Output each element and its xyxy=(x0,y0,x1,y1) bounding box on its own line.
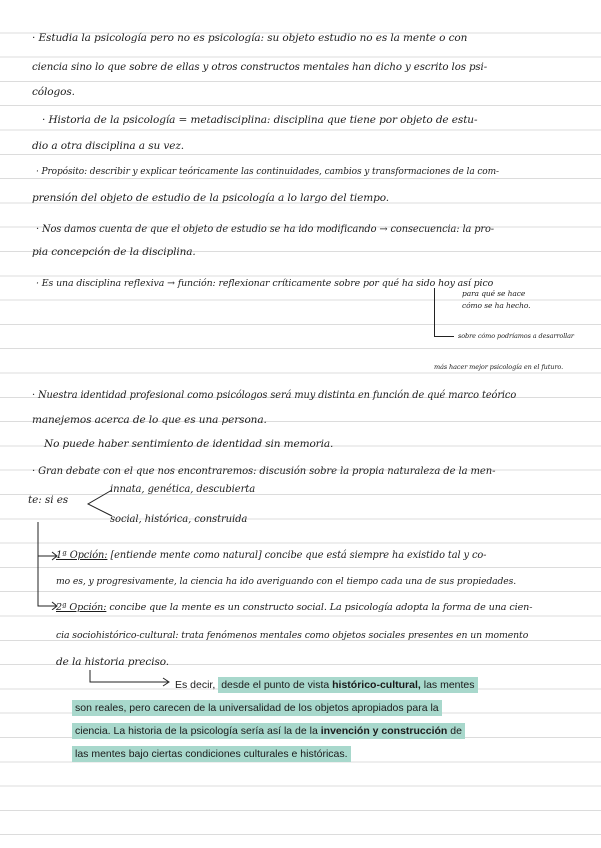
note-line-10: · Es una disciplina reflexiva → función: reflexionar críticamente sobre por qué ha sido hoy así pico xyxy=(36,278,494,289)
option-2-cont: cia sociohistórico-cultural: trata fenómenos mentales como objetos sociales presentes en un momento xyxy=(56,630,529,641)
note-line-6: · Propósito: describir y explicar teóricamente las continuidades, cambios y transformaciones de la com- xyxy=(36,167,499,177)
side-note-3: sobre cómo podríamos a desarrollar xyxy=(458,332,574,340)
option-1-cont: mo es, y progresivamente, la ciencia ha ido averiguando con el tiempo cada una de sus propiedades. xyxy=(56,576,517,587)
option-2-cont-2: de la historia preciso. xyxy=(56,656,170,668)
printed-line-1 xyxy=(175,675,478,696)
printed-line-2 xyxy=(72,698,442,719)
option-2 xyxy=(56,596,532,620)
printed-2-highlight: son reales, pero carecen de la universalidad de los objetos apropiados para la xyxy=(72,700,442,716)
bracket-vertical xyxy=(434,288,435,336)
printed-line-3 xyxy=(72,721,465,742)
printed-1-highlight: desde el punto de vista histórico-cultural, las mentes xyxy=(218,677,477,693)
side-arrow xyxy=(434,336,454,337)
side-note-2: cómo se ha hecho. xyxy=(462,301,531,310)
branch-social: social, histórica, construida xyxy=(110,514,248,525)
printed-1a: Es decir, xyxy=(175,679,216,691)
note-line-9: pia concepción de la disciplina. xyxy=(32,246,196,258)
note-line-5: dio a otra disciplina a su vez. xyxy=(32,140,185,152)
note-line-3: cólogos. xyxy=(32,86,75,98)
note-line-11: · Nuestra identidad profesional como psicólogos será muy distinta en función de qué marco teórico xyxy=(32,390,517,401)
note-line-14: · Gran debate con el que nos encontraremos: discusión sobre la propia naturaleza de la men- xyxy=(32,466,496,477)
side-note-1: para qué se hace xyxy=(462,289,526,298)
note-line-12: manejemos acerca de lo que es una persona. xyxy=(32,414,267,426)
note-line-8: · Nos damos cuenta de que el objeto de estudio se ha ido modificando → consecuencia: la pro- xyxy=(36,224,494,235)
note-line-4: · Historia de la psicología = metadisciplina: disciplina que tiene por objeto de estu- xyxy=(42,114,478,126)
option-2-text: concibe que la mente es un constructo social. La psicología adopta la forma de una cien- xyxy=(109,602,533,613)
side-note-4: más hacer mejor psicología en el futuro. xyxy=(434,363,564,371)
branch-innate: innata, genética, descubierta xyxy=(110,484,256,495)
option-1-text: [entiende mente como natural] concibe que está siempre ha existido tal y co- xyxy=(110,550,487,561)
printed-line-4 xyxy=(72,744,351,765)
note-line-15: te: si es xyxy=(28,494,69,506)
printed-3-highlight: ciencia. La historia de la psicología sería así la de la invención y construcción de xyxy=(72,723,465,739)
summary-arrow xyxy=(88,668,172,690)
note-line-1: · Estudia la psicología pero no es psicología: su objeto estudio no es la mente o con xyxy=(32,32,468,44)
note-line-2: ciencia sino lo que sobre de ellas y otros constructos mentales han dicho y escrito los psi- xyxy=(32,62,488,73)
note-line-7: prensión del objeto de estudio de la psicología a lo largo del tiempo. xyxy=(32,192,389,204)
printed-4-highlight: las mentes bajo ciertas condiciones culturales e históricas. xyxy=(72,746,351,762)
note-line-13: No puede haber sentimiento de identidad sin memoria. xyxy=(44,438,334,450)
option-2-label: 2ª Opción: xyxy=(56,602,107,613)
option-1 xyxy=(56,544,486,568)
option-1-label: 1ª Opción: xyxy=(56,550,108,561)
